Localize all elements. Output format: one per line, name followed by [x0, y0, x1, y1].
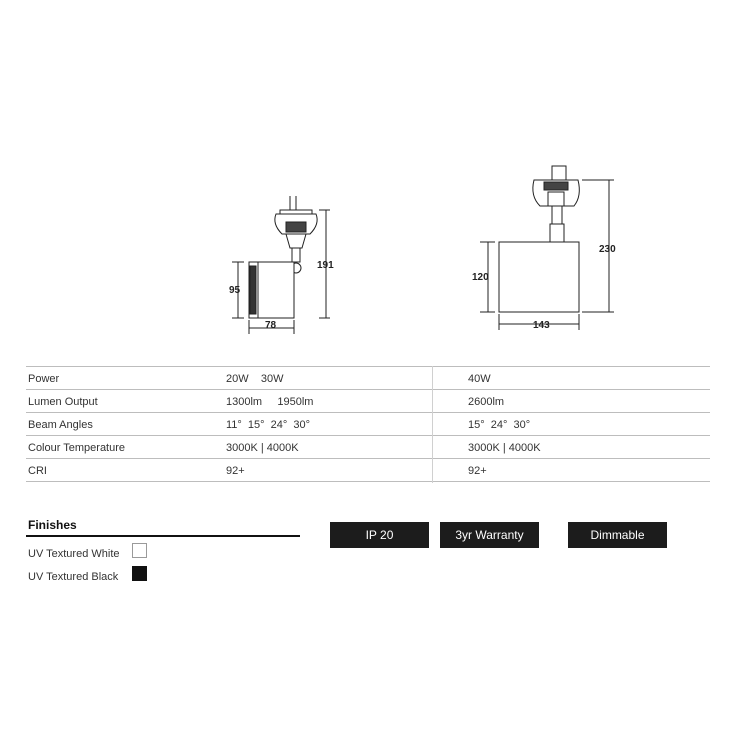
dimmable-badge: Dimmable — [568, 522, 667, 548]
small-body-height-label: 95 — [229, 285, 241, 296]
spec-label: Lumen Output — [28, 396, 98, 408]
finishes-divider — [26, 535, 300, 537]
spec-value-large: 15° 24° 30° — [468, 419, 531, 431]
spec-table — [26, 366, 710, 482]
large-height-label: 230 — [599, 244, 616, 255]
black-finish-swatch — [132, 566, 147, 581]
spec-row-power — [26, 366, 710, 390]
column-divider — [432, 366, 433, 483]
spec-value-large: 92+ — [468, 465, 487, 477]
spec-value-small: 11° 15° 24° 30° — [226, 419, 311, 431]
white-finish-swatch — [132, 543, 147, 558]
large-fitting-drawing — [480, 166, 614, 330]
small-width-label: 78 — [265, 320, 277, 331]
ip-rating-badge: IP 20 — [330, 522, 429, 548]
finishes-title: Finishes — [28, 518, 77, 532]
small-height-label: 191 — [317, 260, 334, 271]
spec-value-small: 1300lm 1950lm — [226, 396, 314, 408]
spec-value-large: 2600lm — [468, 396, 505, 408]
spec-label: CRI — [28, 465, 47, 477]
large-width-label: 143 — [533, 320, 550, 331]
spec-value-small: 20W 30W — [226, 373, 284, 385]
spec-value-small: 3000K | 4000K — [226, 442, 299, 454]
spec-label: Power — [28, 373, 60, 385]
spec-row-beam-angles — [26, 413, 710, 436]
spec-value-large: 3000K | 4000K — [468, 442, 541, 454]
warranty-badge: 3yr Warranty — [440, 522, 539, 548]
spec-row-colour-temperature — [26, 436, 710, 459]
spec-row-lumen-output — [26, 390, 710, 413]
small-fitting-drawing — [232, 196, 330, 334]
finish-label-white: UV Textured White — [28, 548, 120, 560]
spec-value-large: 40W — [468, 373, 491, 385]
spec-value-small: 92+ — [226, 465, 245, 477]
spec-row-cri — [26, 459, 710, 482]
spec-label: Beam Angles — [28, 419, 93, 431]
spec-label: Colour Temperature — [28, 442, 126, 454]
large-body-height-label: 120 — [472, 272, 489, 283]
finish-label-black: UV Textured Black — [28, 571, 119, 583]
